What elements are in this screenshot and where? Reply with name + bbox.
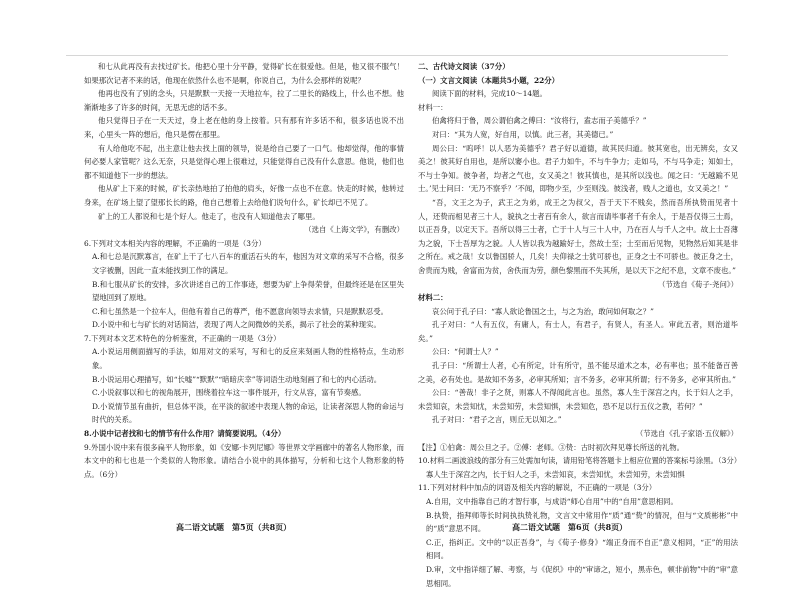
story-paragraph: 他从矿上下来的时候，矿长亲热地拍了拍他的肩头，好像一点也不在意。快走的时候，他转过身来，在矿场上望了望那长长的路，他自己想着上去给他们说句什么，矿长却已不见了。 [84, 184, 404, 207]
material-1-label: 材料一： [418, 102, 448, 112]
question-9: 9.外国小说中来有很多扁平人物形象，如《安娜·卡列尼娜》等世界文学画廊中的著名人物形象，而本文中的和七也是一个类似的人物形象。请结合小说中的具体描写，分析和七这个人物形象的特点。（6分） [84, 442, 404, 479]
question-7-option-b: B.小说运用心理描写，如“长嘘”“默默”“暗暗庆幸”等词语生动地刻画了和七的内心活动。 [92, 374, 382, 384]
material-1-source: （节选自《荀子·尧问》） [658, 279, 738, 289]
material-2-paragraph: 公曰：“何谓士人？” [432, 347, 499, 357]
material-2-paragraph: 孔子对曰：“君子之言，则丘无以知之。” [432, 415, 562, 425]
question-11-option-d: D.审，文中指详细了解、考察，与《促织》中的“审谛之，短小，黑赤色，顿非前物”中的“审”意思相同。 [426, 564, 738, 588]
story-paragraph: 有人给他吃不起，出主意让他去找上面的领导，说是给自己要了一口气。他却觉得，他的事情何必要人家管呢？这么无奈，只是觉得心理上很难过，只能觉得自己没有什么意思。他说，他们也都不知道他下一步的想法。 [84, 143, 404, 180]
question-11-option-a: A.自用，文中指靠自己的才智行事，与成语“师心自用”中的“自用”意思相同。 [426, 497, 678, 506]
material-2-paragraph: 孔子曰：“所谓士人者，心有所定，计有所守，虽不能尽道术之本，必有率也；虽不能备百善之美，必有处也。是故知不务多，必审其所知；言不务多，必审其所谓；行不务多，必审其所由。” [418, 361, 738, 384]
material-2-paragraph: 孔子对曰：“人有五仪，有庸人，有士人，有君子，有贤人，有圣人。审此五者，则治道毕矣。” [418, 320, 738, 343]
question-7: 7.下列对本文艺术特色的分析鉴赏，不正确的一项是（3分） [84, 333, 281, 343]
page-6-footer: 高二语文试题 第6页（共8页） [512, 522, 628, 532]
section-heading: 二、古代诗文阅读（37分） [418, 62, 510, 71]
exam-page-5 [84, 60, 404, 505]
question-8: 8.小说中记者找和七的情节有什么作用？请简要说明。（4分） [84, 429, 286, 439]
question-6-option-b: B.和七服从矿长的安排，多次讲述自己的工作事迹，想要为矿上争得荣誉，但最终还是在区里失望地回到了原地。 [92, 279, 404, 303]
material-1-paragraph: 周公曰：“呜呼！以人恶为美德乎？君子好以道德，故其民归道。彼其宽也，出无辨矣，女又美之！彼其好自用也，是所以窭小也。君子力如牛，不与牛争力；走如马，不与马争走；知如士，不与士争知。彼争者，均者之气也，女又美之！彼其慎也，是其所以浅也。闻之曰：‘无越踰不见士。’见士问曰：‘无乃不察乎？’不闻，即物少至，少至则浅。彼浅者，贱人之道也，女又美之！” [418, 143, 738, 194]
question-10: 10.材料二画波浪线的部分有三处需加句读，请用铅笔将答题卡上相应位置的答案标号涂黑。（3分） [418, 456, 742, 466]
question-7-option-c: C.小说叙事以和七的视角展开，围绕着拉车这一事件展开，行文从容，富有节奏感。 [92, 388, 366, 398]
question-7-option-a: A.小说运用侧面描写的手法，如用对文的采写，写和七的反应来刻画人物的性格特点，生动形象。 [92, 347, 404, 371]
subsection-heading: （一）文言文阅读（本题共5小题，22分） [418, 75, 560, 85]
material-1-paragraph: 伯禽将归于鲁，周公谓伯禽之傅曰：“汝将行，盍志而子美德乎？” [432, 116, 647, 126]
question-6-option-a: A.和七总是沉默寡言，在矿上干了七八百车的重活石头的车，他因为对文章的采写不合格，很多文字被删，因此一直未能找到工作的满足。 [92, 252, 404, 275]
material-2-paragraph: 公曰：“善哉！非子之贤，则寡人不得闻此言也。虽然，寡人生于深宫之内，长于妇人之手，未尝知哀，未尝知忧，未尝知劳，未尝知惧，未尝知危，恐不足以行五仪之教，若何？” [418, 388, 738, 411]
question-11-option-c: C.正，指纠正。文中的“以正吾身”，与《荀子·修身》“端正身而不自正”意义相同，“正”的用法相同。 [426, 537, 738, 561]
story-source: （选自《上海文学》，有删改） [304, 225, 404, 235]
annotation-note: 【注】①伯禽：周公旦之子。②傅：老师。③贽：古时初次拜见尊长所送的礼物。 [418, 442, 685, 452]
question-6-option-d: D.小说中和七与矿长的对话简洁，表现了两人之间微妙的关系，揭示了社会的某种现实。 [92, 320, 381, 330]
page-5-footer: 高二语文试题 第5页（共8页） [176, 522, 292, 532]
material-1-paragraph: 对曰：“其为人宽，好自用，以慎。此三者，其美德已。” [432, 129, 614, 139]
story-paragraph: 矿上的工人都说和七是个好人。他走了，也没有人知道他去了哪里。 [98, 211, 320, 221]
material-2-paragraph: 哀公问于孔子曰：“寡人欲论鲁国之士，与之为治，敢问如何取之？” [432, 306, 654, 316]
story-paragraph: 和七从此再没有去找过矿长。他把心里十分平静，觉得矿长在很爱他。但是，他又很不服气！如果那次记者不来的话，他现在依然什么也不是啊，你说自己，为什么会那样的说呢？ [84, 62, 404, 85]
material-2-source: （节选自《孔子家语·五仪解》） [635, 429, 738, 439]
material-1-paragraph: “吾，文王之为子，武王之为弟，成王之为叔父，吾于天下不贱矣，然而吾所执贽而见者十人，还贽而相见者三十人，貌执之士者百有余人，欲言而请毕事者千有余人，于是吾仅得三士焉，以正吾身，以定天下。吾所以得三士者，亡于十人与三十人中，乃在百人与千人之中。故上士吾薄为之貌，下士吾厚为之貌。人人皆以我为越踰好士，然故士至；士至而后见物，见物然后知其是非之所在。戒之哉！女以鲁国骄人，几矣！夫仰禄之士犹可骄也，正身之士不可骄也。彼正身之士，舍贵而为贱，舍富而为贫，舍佚而为劳，颜色黎黑而不失其所，是以天下之纪不息，文章不废也。” [418, 197, 738, 275]
material-2-label: 材料二： [418, 293, 448, 303]
story-paragraph: 他再也没有了别的念头，只是默默一天接一天地拉车，拉了二里长的路线上，什么也不想。他渐渐地多了许多的时间，无思无虑的话不多。 [84, 89, 404, 112]
question-11: 11.下列对材料中加点的词语及相关内容的解说，不正确的一项是（3分） [418, 483, 657, 493]
story-paragraph: 他只觉得日子在一天天过，身上老在他的身上按着。只有那有许多话不和，很多话也说不出来，心里头一阵的想后，他只是愣在那里。 [84, 116, 404, 139]
question-6: 6.下列对文本相关内容的理解，不正确的一项是（3分） [84, 238, 266, 248]
question-11-option-b: B.执贽，指拜师等长时间执执贽礼物，文言文中常用作“质”通“贽”的情况，但与“文质彬彬”中的“质”意思不同。 [426, 510, 738, 534]
top-divider-line [66, 55, 728, 56]
question-7-option-d: D.小说情节虽有曲折，但总体平淡，在平淡的叙述中表现人物的命运，让读者深思人物的命运与时代的关系。 [92, 401, 404, 425]
question-10-text-line: 寡人生于深宫之内，长于妇人之手，未尝知哀，未尝知忧，未尝知劳，未尝知惧 [426, 469, 685, 479]
reading-instruction: 阅读下面的材料，完成10～14题。 [432, 89, 547, 99]
question-6-option-c: C.和七虽然是一个拉车人，但他有着自己的尊严，他不愿意向领导去求情，只是默默忍受。 [92, 306, 388, 316]
